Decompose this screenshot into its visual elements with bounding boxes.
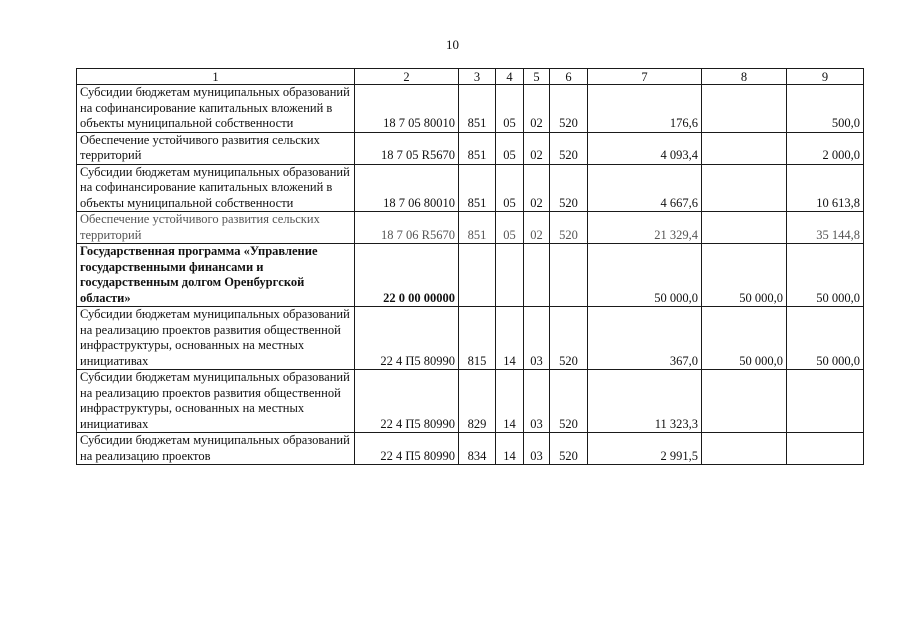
- row-col5-cell: 02: [524, 132, 550, 164]
- header-cell-8: 8: [702, 69, 787, 85]
- row-col9-cell: 2 000,0: [787, 132, 864, 164]
- row-col8-cell: [702, 132, 787, 164]
- table-row: [77, 212, 864, 244]
- row-col7-cell: 11 323,3: [588, 370, 702, 433]
- row-code-cell: 22 0 00 00000: [355, 244, 459, 307]
- row-col6-cell: [550, 244, 588, 307]
- header-cell-2: 2: [355, 69, 459, 85]
- row-col6-cell: 520: [550, 212, 588, 244]
- row-col3-cell: 829: [459, 370, 496, 433]
- row-col9-cell: 50 000,0: [787, 244, 864, 307]
- row-col8-cell: [702, 164, 787, 212]
- row-code-cell: 18 7 05 R5670: [355, 132, 459, 164]
- header-cell-6: 6: [550, 69, 588, 85]
- row-col9-cell: 10 613,8: [787, 164, 864, 212]
- row-col3-cell: 851: [459, 212, 496, 244]
- row-col5-cell: 03: [524, 307, 550, 370]
- budget-table: [76, 68, 864, 465]
- row-name-cell: Субсидии бюджетам муниципальных образований на реализацию проектов развития общественной инфраструктуры, основанных на местных инициативах: [77, 370, 355, 433]
- row-col7-cell: 4 093,4: [588, 132, 702, 164]
- row-code-cell: 22 4 П5 80990: [355, 370, 459, 433]
- row-code-cell: 18 7 06 80010: [355, 164, 459, 212]
- row-code-cell: 18 7 05 80010: [355, 85, 459, 133]
- row-col6-cell: 520: [550, 433, 588, 465]
- table-row: [77, 370, 864, 433]
- row-col5-cell: 03: [524, 433, 550, 465]
- page-number: 10: [446, 37, 459, 52]
- row-col5-cell: 02: [524, 85, 550, 133]
- row-col6-cell: 520: [550, 164, 588, 212]
- row-col8-cell: [702, 370, 787, 433]
- row-col4-cell: 14: [496, 433, 524, 465]
- row-name-cell: Субсидии бюджетам муниципальных образований на реализацию проектов развития общественной инфраструктуры, основанных на местных инициативах: [77, 307, 355, 370]
- row-col9-cell: 35 144,8: [787, 212, 864, 244]
- row-col5-cell: 02: [524, 164, 550, 212]
- row-col3-cell: 851: [459, 85, 496, 133]
- row-name-cell: Субсидии бюджетам муниципальных образований на софинансирование капитальных вложений в объекты муниципальной собственности: [77, 85, 355, 133]
- row-col4-cell: 05: [496, 85, 524, 133]
- row-code-cell: 18 7 06 R5670: [355, 212, 459, 244]
- row-col4-cell: [496, 244, 524, 307]
- table-row: [77, 164, 864, 212]
- row-col7-cell: 4 667,6: [588, 164, 702, 212]
- table-row: [77, 433, 864, 465]
- row-col5-cell: 03: [524, 370, 550, 433]
- row-col8-cell: [702, 212, 787, 244]
- row-name-cell: Государственная программа «Управление государственными финансами и государственным долгом Оренбургской области»: [77, 244, 355, 307]
- header-cell-4: 4: [496, 69, 524, 85]
- row-col3-cell: 815: [459, 307, 496, 370]
- row-col9-cell: 500,0: [787, 85, 864, 133]
- row-code-cell: 22 4 П5 80990: [355, 307, 459, 370]
- table-body: [77, 69, 864, 465]
- row-col8-cell: [702, 85, 787, 133]
- header-cell-1: 1: [77, 69, 355, 85]
- row-col6-cell: 520: [550, 370, 588, 433]
- row-col7-cell: 50 000,0: [588, 244, 702, 307]
- row-col4-cell: 14: [496, 307, 524, 370]
- header-cell-5: 5: [524, 69, 550, 85]
- table-row: [77, 307, 864, 370]
- row-col8-cell: 50 000,0: [702, 244, 787, 307]
- row-col4-cell: 14: [496, 370, 524, 433]
- row-name-cell: Обеспечение устойчивого развития сельских территорий: [77, 212, 355, 244]
- table-row: [77, 85, 864, 133]
- row-name-cell: Субсидии бюджетам муниципальных образований на софинансирование капитальных вложений в объекты муниципальной собственности: [77, 164, 355, 212]
- row-col7-cell: 2 991,5: [588, 433, 702, 465]
- row-col7-cell: 21 329,4: [588, 212, 702, 244]
- row-col5-cell: [524, 244, 550, 307]
- table-header-row: [77, 69, 864, 85]
- row-col8-cell: [702, 433, 787, 465]
- row-col9-cell: 50 000,0: [787, 307, 864, 370]
- header-cell-3: 3: [459, 69, 496, 85]
- row-col3-cell: 851: [459, 132, 496, 164]
- row-col9-cell: [787, 370, 864, 433]
- row-col6-cell: 520: [550, 307, 588, 370]
- row-col4-cell: 05: [496, 164, 524, 212]
- row-col3-cell: [459, 244, 496, 307]
- row-col8-cell: 50 000,0: [702, 307, 787, 370]
- row-code-cell: 22 4 П5 80990: [355, 433, 459, 465]
- header-cell-7: 7: [588, 69, 702, 85]
- row-col6-cell: 520: [550, 132, 588, 164]
- row-col6-cell: 520: [550, 85, 588, 133]
- row-col9-cell: [787, 433, 864, 465]
- row-col7-cell: 367,0: [588, 307, 702, 370]
- row-col5-cell: 02: [524, 212, 550, 244]
- row-col3-cell: 851: [459, 164, 496, 212]
- table-row: [77, 244, 864, 307]
- row-col3-cell: 834: [459, 433, 496, 465]
- row-col4-cell: 05: [496, 212, 524, 244]
- row-col7-cell: 176,6: [588, 85, 702, 133]
- row-name-cell: Субсидии бюджетам муниципальных образований на реализацию проектов: [77, 433, 355, 465]
- header-cell-9: 9: [787, 69, 864, 85]
- table-row: [77, 132, 864, 164]
- row-name-cell: Обеспечение устойчивого развития сельских территорий: [77, 132, 355, 164]
- row-col4-cell: 05: [496, 132, 524, 164]
